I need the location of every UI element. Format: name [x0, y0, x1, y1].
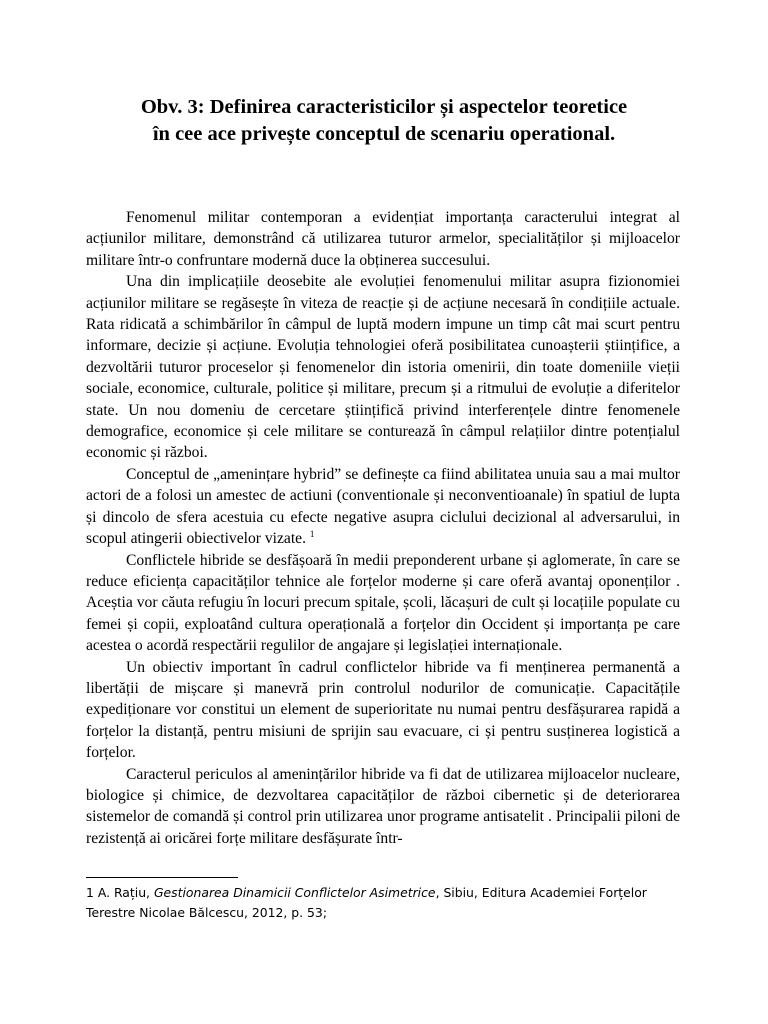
- body-text: [86, 207, 680, 849]
- paragraph: Fenomenul militar contemporan a evidențiat importanța caracterului integrat al acțiunilor militare, demonstrând că utilizarea tuturor armelor, specialităților și mijloacelor militare într-o confruntare modernă duce la obținerea succesului.: [86, 209, 680, 269]
- paragraph: Caracterul periculos al amenințărilor hibride va fi dat de utilizarea mijloacelor nucleare, biologice și chimice, de dezvoltarea capacităților de război cibernetic și de deteriorarea sistemelor de comandă și control prin utilizarea unor programe antisatelit . Principalii piloni de rezistență ai oricărei forțe militare desfășurate într-: [86, 765, 680, 847]
- paragraph-text: Conceptul de „amenințare hybrid” se definește ca fiind abilitatea unuia sau a mai multor actori de a folosi un amestec de actiuni (conventionale și neconventioanale) în spatiul de lupta și dincolo de sfera acestuia cu efecte negative asupra ciclului decizional al adversarului, in scopul atingerii obiectivelor vizate.: [86, 465, 680, 548]
- paragraph: Conflictele hibride se desfășoară în medii preponderent urbane și aglomerate, în care se reduce eficiența capacităților tehnice ale forțelor moderne și care oferă avantaj oponenților . Aceștia vor căuta refugiu în locuri precum spitale, școli, lăcașuri de cult și locațiile populate cu femei și copii, exploatând cultura operațională a forțelor din Occident și importanța pe care acestea o acordă respectării regulilor de angajare și legislației internaționale.: [86, 551, 680, 655]
- title-line-1: Obv. 3: Definirea caracteristicilor și aspectelor teoretice: [140, 96, 628, 118]
- footnote: [86, 883, 680, 923]
- paragraph: [86, 464, 680, 550]
- paragraph: Una din implicațiile deosebite ale evoluției fenomenului militar asupra fizionomiei acțiunilor militare se regăsește în viteza de reacție și de acțiune necesară în condițiile actuale. Rata ridicată a schimbărilor în câmpul de luptă modern impune un timp cât mai scurt pentru informare, decizie și acțiune. Evoluția tehnologiei oferă posibilitatea cunoașterii științifice, a dezvoltării tuturor proceselor și fenomenelor din istoria omenirii, din toate domeniile vieții sociale, economice, culturale, politice și militare, precum și a ritmului de evoluție a diferitelor state. Un nou domeniu de cercetare științifică privind interferențele dintre fenomenele demografice, economice și cele militare se conturează în câmpul relațiilor dintre potențialul economic și război.: [86, 273, 680, 462]
- title-line-2: în cee ace privește conceptul de scenariu operational.: [152, 123, 616, 145]
- footnote-reference: 1: [309, 528, 315, 539]
- footnote-separator: [86, 877, 238, 878]
- paragraph: Un obiectiv important în cadrul conflictelor hibride va fi menținerea permanentă a libertății de mișcare și manevră prin controlul nodurilor de comunicație. Capacitățile expediționare vor constitui un element de superioritate nu numai pentru desfășurarea rapidă a forțelor la distanță, pentru misiuni de sprijin sau evacuare, ci și pentru susținerea logistică a forțelor.: [86, 658, 680, 762]
- footnote-work-title: Gestionarea Dinamicii Conflictelor Asimetrice: [153, 885, 436, 900]
- footnote-author: 1 A. Rațiu,: [86, 885, 150, 900]
- footnote-details: , Sibiu, Editura Academiei Forțelor Terestre Nicolae Bălcescu, 2012, p. 53;: [86, 885, 647, 920]
- document-title: [60, 94, 708, 148]
